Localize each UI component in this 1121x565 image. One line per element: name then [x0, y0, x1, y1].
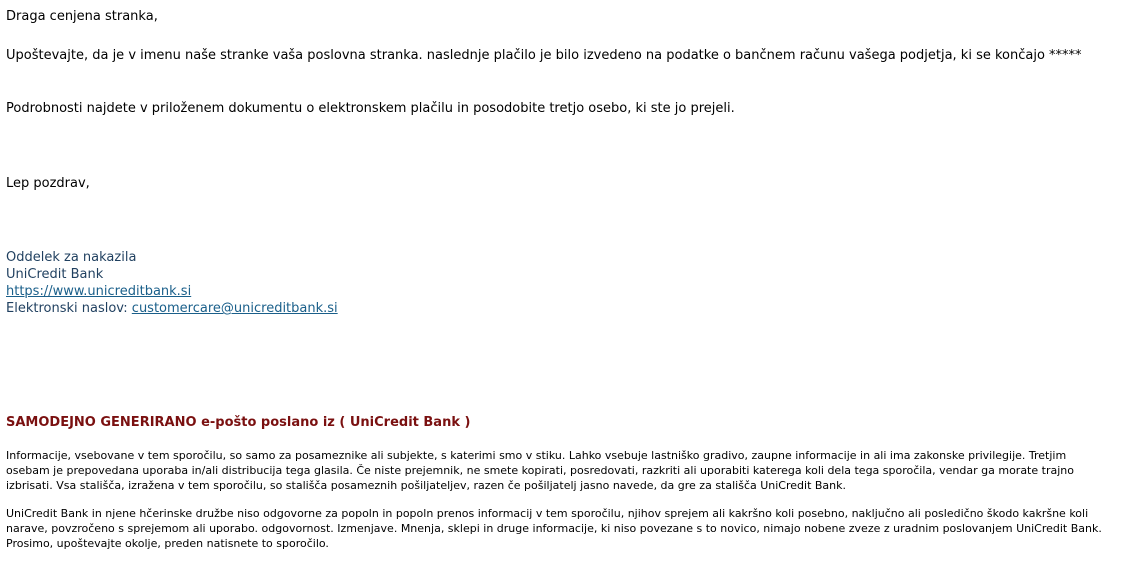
signature-bank: UniCredit Bank: [6, 267, 104, 282]
closing: Lep pozdrav,: [6, 176, 90, 191]
disclaimer-paragraph-2: UniCredit Bank in njene hčerinske družbe niso odgovorne za popoln in popoln prenos informacij v tem sporočilu, njihov sprejem ali kakršno koli posebno, naključno ali posledično škodo kakršne koli narave, povzročeno s sprejemom ali uporabo. odgovornost. Izmenjave. Mnenja, sklepi in druge informacije, ki niso povezane s to novico, nimajo nobene zveze z uradnim poslovanjem UniCredit Bank. Prosimo, upoštevajte okolje, preden natisnete to sporočilo.: [6, 507, 1102, 550]
signature-department: Oddelek za nakazila: [6, 250, 137, 265]
paragraph-payment-notice: Upoštevajte, da je v imenu naše stranke vaša poslovna stranka. naslednje plačilo je bilo izvedeno na podatke o bančnem računu vašega podjetja, ki se končajo *****: [6, 48, 1082, 63]
disclaimer-paragraph-1: Informacije, vsebovane v tem sporočilu, so samo za posameznike ali subjekte, s katerimi smo v stiku. Lahko vsebuje lastniško gradivo, zaupne informacije in ali ima zakonske privilegije. Tretjim osebam je prepovedana uporaba in/ali distribucija tega glasila. Če niste prejemnik, ne smete kopirati, posredovati, razkriti ali uporabiti katerega koli dela tega sporočila, vendar ga morate trajno izbrisati. Vsa stališča, izražena v tem sporočilu, so stališča posameznih pošiljateljev, razen če pošiljatelj jasno navede, da gre za stališča UniCredit Bank.: [6, 449, 1074, 492]
email-label: Elektronski naslov:: [6, 301, 132, 316]
signature-website-row: [6, 283, 338, 300]
greeting: Draga cenjena stranka,: [6, 9, 158, 24]
email-link[interactable]: customercare@unicreditbank.si: [131, 301, 338, 316]
signature-email-row: [6, 300, 338, 317]
website-link[interactable]: https://www.unicreditbank.si: [6, 284, 192, 299]
paragraph-details: Podrobnosti najdete v priloženem dokumentu o elektronskem plačilu in posodobite tretjo osebo, ki ste jo prejeli.: [6, 101, 735, 116]
signature-block: [6, 249, 338, 317]
auto-generated-title: SAMODEJNO GENERIRANO e-pošto poslano iz ( UniCredit Bank ): [6, 415, 471, 430]
